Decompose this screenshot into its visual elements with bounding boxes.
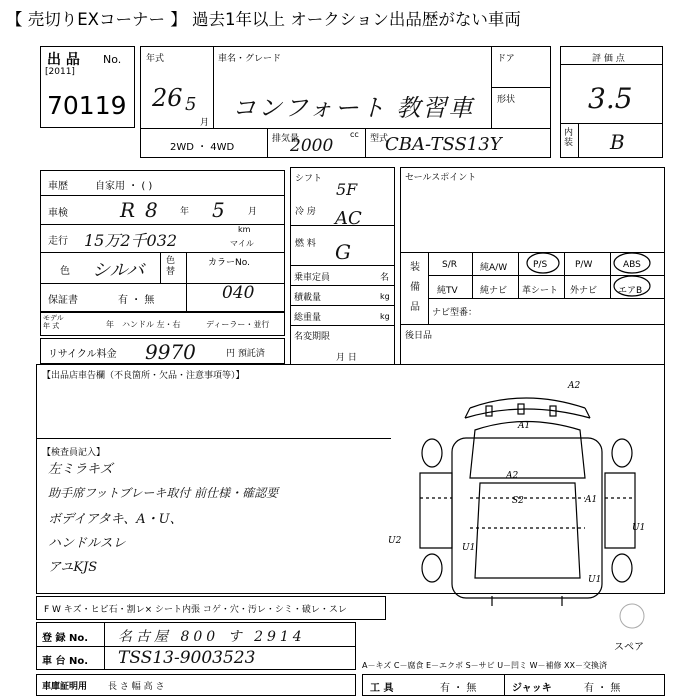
jack-options: 有 ・ 無 bbox=[584, 683, 621, 694]
change-unit: 月 日 bbox=[336, 353, 357, 363]
cc-unit: cc bbox=[350, 130, 359, 139]
year-unit: 年 bbox=[180, 207, 190, 217]
equip-navi: 純ナビ bbox=[480, 286, 508, 296]
equip-extnavi: 外ナビ bbox=[570, 286, 598, 296]
month-unit-2: 月 bbox=[248, 207, 258, 217]
fuel-value: G bbox=[335, 240, 351, 264]
later-label: 後日品 bbox=[405, 331, 433, 341]
equip-aw: 純A/W bbox=[480, 263, 508, 273]
equip-sr: S/R bbox=[442, 260, 457, 270]
page-header: 【 売切りEXコーナー 】 過去1年以上 オークション出品歴がない車両 bbox=[6, 10, 521, 29]
mileage-label: 走行 bbox=[48, 236, 68, 247]
history-label: 車歴 bbox=[48, 181, 68, 192]
color-value: シルバ bbox=[92, 260, 145, 281]
warranty-label: 保証書 bbox=[48, 295, 78, 306]
ac-label: 冷 房 bbox=[295, 207, 316, 217]
warranty-options: 有 ・ 無 bbox=[118, 295, 155, 306]
gross-unit: kg bbox=[380, 312, 390, 321]
displacement-label: 排気量 bbox=[272, 134, 300, 144]
note-3: ボデイアタキ、A・U、 bbox=[48, 512, 183, 527]
shape-label: 形状 bbox=[497, 95, 516, 105]
inspection-year: 8 bbox=[145, 198, 158, 222]
color-label: 色 bbox=[60, 266, 70, 277]
rating-label: 評 価 点 bbox=[592, 54, 625, 64]
tools-label: 工 具 bbox=[370, 683, 394, 694]
mark-u1-mid: U1 bbox=[462, 543, 476, 553]
chassis-label: 車 台 No. bbox=[42, 656, 89, 667]
usage-options: 自家用 ・ ( ) bbox=[95, 181, 153, 192]
year-label: 年式 bbox=[146, 54, 165, 64]
mark-a1-right: A1 bbox=[585, 495, 598, 505]
fuel-label: 燃 料 bbox=[295, 239, 316, 249]
recycle-value: 9970 bbox=[145, 340, 196, 364]
dealer-label: ディーラー・並行 bbox=[206, 320, 270, 329]
note-1: 左ミラキズ bbox=[48, 462, 113, 477]
capacity-unit: 名 bbox=[380, 273, 390, 283]
inspector-label: 【検査員記入】 bbox=[42, 448, 106, 458]
displacement-value: 2000 bbox=[290, 136, 334, 156]
listing-label: 出 品 bbox=[47, 52, 80, 68]
tools-options: 有 ・ 無 bbox=[440, 683, 477, 694]
equip-leather: 革シート bbox=[522, 286, 559, 296]
month-unit: 月 bbox=[200, 118, 210, 128]
registration-label: 登 録 No. bbox=[42, 633, 89, 644]
model-year-label: モデル 年 式 bbox=[43, 314, 64, 330]
year-tag: [2011] bbox=[45, 67, 75, 77]
name-label: 車名・グレード bbox=[218, 54, 282, 64]
shift-label: シフト bbox=[295, 174, 323, 184]
inspection-label: 車検 bbox=[48, 208, 68, 219]
mark-a2-top: A2 bbox=[568, 381, 581, 391]
load-unit: kg bbox=[380, 292, 390, 301]
change-label: 名変期限 bbox=[294, 332, 331, 342]
year-unit-2: 年 bbox=[106, 320, 114, 329]
note-5: アユKJS bbox=[48, 560, 98, 575]
ac-value: AC bbox=[335, 208, 362, 229]
sales-label: セールスポイント bbox=[405, 173, 477, 183]
model-label: 型式 bbox=[370, 134, 389, 144]
equip-circles bbox=[400, 250, 665, 300]
mile-unit: マイル bbox=[230, 239, 254, 248]
mark-a1-top: A1 bbox=[518, 421, 531, 431]
interior-value: B bbox=[610, 130, 625, 154]
spare-label: スペア bbox=[614, 642, 644, 653]
name-value: コンフォート 教習車 bbox=[232, 94, 475, 122]
equip-pw: P/W bbox=[575, 260, 593, 270]
rating-score: 3.5 bbox=[588, 82, 633, 115]
listing-number: 70119 bbox=[47, 91, 127, 120]
mark-u1-bottom: U1 bbox=[588, 575, 602, 585]
year-value: 26 bbox=[152, 84, 183, 112]
inspection-era: R bbox=[120, 198, 136, 222]
listing-number-box bbox=[40, 46, 135, 128]
fw-legend: F W キズ・ヒビ石・割レ× シート内張 コゲ・穴・汚レ・シミ・破レ・スレ bbox=[44, 605, 347, 615]
interior-label: 内 装 bbox=[564, 128, 574, 148]
color-no-label: カラーNo. bbox=[208, 258, 250, 268]
handle-label: ハンドル 左・右 bbox=[122, 320, 181, 329]
note-2: 助手席フットブレーキ取付 前仕様・確認要 bbox=[48, 486, 279, 500]
color-change: 色 替 bbox=[166, 256, 176, 277]
inspection-month: 5 bbox=[212, 198, 225, 222]
km-unit: km bbox=[238, 225, 251, 234]
car-damage-diagram bbox=[388, 378, 665, 608]
model-value: CBA-TSS13Y bbox=[385, 134, 502, 155]
door-label: ドア bbox=[497, 54, 515, 64]
registration-value: 名古屋 800 す 2914 bbox=[118, 629, 306, 645]
mark-s2: S2 bbox=[512, 496, 524, 506]
mark-a2-mid: A2 bbox=[506, 471, 519, 481]
jack-label: ジャッキ bbox=[512, 683, 552, 694]
note-4: ハンドルスレ bbox=[48, 536, 126, 551]
equip-airbag: エアB bbox=[618, 286, 643, 296]
equip-label: 装 備 品 bbox=[410, 262, 420, 313]
mark-u1-right: U1 bbox=[632, 523, 646, 533]
month-value: 5 bbox=[185, 94, 197, 115]
capacity-label: 乗車定員 bbox=[294, 273, 331, 283]
drive-label: 2WD ・ 4WD bbox=[170, 142, 235, 153]
mark-u2-left: U2 bbox=[388, 536, 402, 546]
gross-label: 総重量 bbox=[294, 313, 322, 323]
recycle-unit: 円 預託済 bbox=[226, 349, 265, 359]
color-no-value: 040 bbox=[222, 283, 255, 303]
shift-value: 5F bbox=[336, 180, 358, 199]
mileage-value: 15万2千032 bbox=[84, 231, 178, 250]
damage-codes: A－キズ C－腐食 E－エクボ S－サビ U－凹ミ W－補修 XX－交換済 bbox=[362, 661, 608, 670]
cert-sub: 長 さ 幅 高 さ bbox=[108, 682, 165, 692]
listing-no-label: No. bbox=[103, 53, 122, 66]
chassis-value: TSS13-9003523 bbox=[118, 648, 256, 668]
equip-tv: 純TV bbox=[437, 286, 458, 296]
equip-ps: P/S bbox=[533, 260, 548, 270]
report-label: 【出品店車告欄（不良箇所・欠品・注意事項等）】 bbox=[42, 371, 245, 381]
recycle-label: リサイクル料金 bbox=[48, 349, 117, 360]
load-label: 積載量 bbox=[294, 293, 322, 303]
equip-abs: ABS bbox=[623, 260, 641, 270]
navi-label: ナビ型番： bbox=[432, 308, 478, 318]
cert-label: 車庫証明用 bbox=[42, 682, 88, 692]
